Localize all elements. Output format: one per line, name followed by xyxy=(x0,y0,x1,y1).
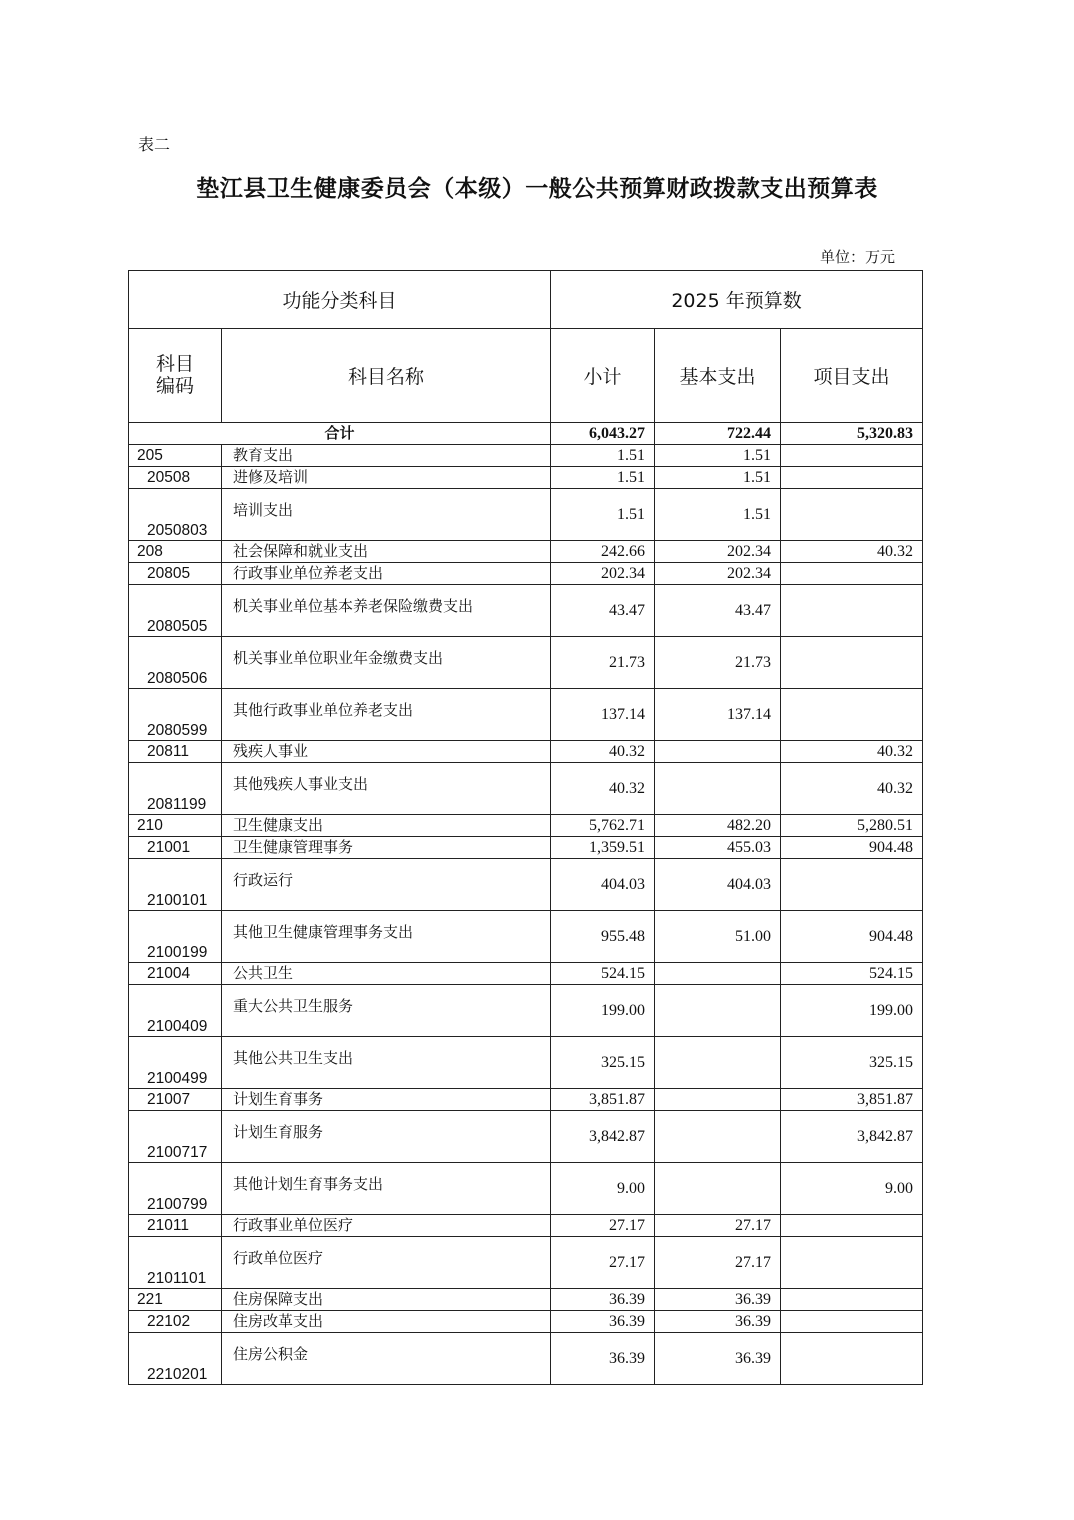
table-row xyxy=(129,911,923,963)
subtotal-value: 325.15 xyxy=(551,1037,655,1089)
basic-value xyxy=(655,985,781,1037)
project-value: 40.32 xyxy=(781,541,923,563)
subject-name: 重大公共卫生服务 xyxy=(222,985,551,1037)
subtotal-value: 1.51 xyxy=(551,445,655,467)
subtotal-value: 404.03 xyxy=(551,859,655,911)
basic-value xyxy=(655,963,781,985)
subtotal-value: 36.39 xyxy=(551,1311,655,1333)
subject-name: 公共卫生 xyxy=(222,963,551,985)
header-function-classification: 功能分类科目 xyxy=(129,271,551,329)
subtotal-value: 955.48 xyxy=(551,911,655,963)
project-value xyxy=(781,689,923,741)
table-row xyxy=(129,445,923,467)
subject-code: 2050803 xyxy=(129,489,222,541)
subtotal-value: 9.00 xyxy=(551,1163,655,1215)
table-row xyxy=(129,1311,923,1333)
total-subtotal: 6,043.27 xyxy=(551,423,655,445)
subtotal-value: 40.32 xyxy=(551,763,655,815)
subject-code: 22102 xyxy=(129,1311,222,1333)
subject-code: 2100199 xyxy=(129,911,222,963)
basic-value: 202.34 xyxy=(655,563,781,585)
subtotal-value: 137.14 xyxy=(551,689,655,741)
subject-name: 住房保障支出 xyxy=(222,1289,551,1311)
header-name: 科目名称 xyxy=(222,329,551,423)
subject-code: 21001 xyxy=(129,837,222,859)
subject-code: 2210201 xyxy=(129,1333,222,1385)
subject-code: 2101101 xyxy=(129,1237,222,1289)
subtotal-value: 3,851.87 xyxy=(551,1089,655,1111)
project-value xyxy=(781,1215,923,1237)
subject-code: 205 xyxy=(129,445,222,467)
project-value: 3,851.87 xyxy=(781,1089,923,1111)
table-row xyxy=(129,963,923,985)
table-row xyxy=(129,1111,923,1163)
project-value: 9.00 xyxy=(781,1163,923,1215)
project-value: 524.15 xyxy=(781,963,923,985)
subject-code: 2100409 xyxy=(129,985,222,1037)
subject-name: 进修及培训 xyxy=(222,467,551,489)
subject-code: 2100101 xyxy=(129,859,222,911)
subject-name: 机关事业单位基本养老保险缴费支出 xyxy=(222,585,551,637)
project-value xyxy=(781,563,923,585)
subject-code: 2081199 xyxy=(129,763,222,815)
subject-name: 培训支出 xyxy=(222,489,551,541)
subtotal-value: 43.47 xyxy=(551,585,655,637)
basic-value xyxy=(655,1089,781,1111)
subject-code: 2100717 xyxy=(129,1111,222,1163)
table-row xyxy=(129,1289,923,1311)
subject-code: 208 xyxy=(129,541,222,563)
project-value: 904.48 xyxy=(781,837,923,859)
total-label: 合计 xyxy=(129,423,551,445)
subject-name: 行政单位医疗 xyxy=(222,1237,551,1289)
total-row xyxy=(129,423,923,445)
subtotal-value: 1.51 xyxy=(551,467,655,489)
subject-code: 20805 xyxy=(129,563,222,585)
table-row xyxy=(129,763,923,815)
project-value xyxy=(781,859,923,911)
subject-name: 其他卫生健康管理事务支出 xyxy=(222,911,551,963)
basic-value: 51.00 xyxy=(655,911,781,963)
subject-name: 其他公共卫生支出 xyxy=(222,1037,551,1089)
subject-code: 2100799 xyxy=(129,1163,222,1215)
subject-name: 计划生育事务 xyxy=(222,1089,551,1111)
basic-value: 1.51 xyxy=(655,467,781,489)
subtotal-value: 21.73 xyxy=(551,637,655,689)
subject-name: 卫生健康管理事务 xyxy=(222,837,551,859)
project-value xyxy=(781,637,923,689)
header-subtotal: 小计 xyxy=(551,329,655,423)
subject-code: 2080506 xyxy=(129,637,222,689)
project-value: 40.32 xyxy=(781,741,923,763)
subject-name: 住房改革支出 xyxy=(222,1311,551,1333)
project-value: 5,280.51 xyxy=(781,815,923,837)
project-value xyxy=(781,585,923,637)
budget-table xyxy=(128,270,923,1385)
basic-value: 36.39 xyxy=(655,1333,781,1385)
basic-value xyxy=(655,1163,781,1215)
total-basic: 722.44 xyxy=(655,423,781,445)
subject-name: 残疾人事业 xyxy=(222,741,551,763)
basic-value: 202.34 xyxy=(655,541,781,563)
table-row xyxy=(129,489,923,541)
subtotal-value: 36.39 xyxy=(551,1289,655,1311)
subtotal-value: 5,762.71 xyxy=(551,815,655,837)
project-value xyxy=(781,1311,923,1333)
basic-value xyxy=(655,763,781,815)
project-value: 3,842.87 xyxy=(781,1111,923,1163)
subject-name: 机关事业单位职业年金缴费支出 xyxy=(222,637,551,689)
header-code xyxy=(129,329,222,423)
table-row xyxy=(129,467,923,489)
basic-value: 43.47 xyxy=(655,585,781,637)
subject-code: 2100499 xyxy=(129,1037,222,1089)
basic-value: 404.03 xyxy=(655,859,781,911)
subject-name: 行政运行 xyxy=(222,859,551,911)
subject-code: 21011 xyxy=(129,1215,222,1237)
subtotal-value: 202.34 xyxy=(551,563,655,585)
basic-value: 36.39 xyxy=(655,1289,781,1311)
basic-value: 27.17 xyxy=(655,1215,781,1237)
subject-code: 2080505 xyxy=(129,585,222,637)
table-label: 表二 xyxy=(138,135,171,154)
document-title: 垫江县卫生健康委员会（本级）一般公共预算财政拨款支出预算表 xyxy=(196,175,878,202)
subject-name: 计划生育服务 xyxy=(222,1111,551,1163)
subtotal-value: 199.00 xyxy=(551,985,655,1037)
basic-value: 36.39 xyxy=(655,1311,781,1333)
project-value: 40.32 xyxy=(781,763,923,815)
total-project: 5,320.83 xyxy=(781,423,923,445)
subtotal-value: 1,359.51 xyxy=(551,837,655,859)
table-row xyxy=(129,1333,923,1385)
table-row xyxy=(129,563,923,585)
basic-value xyxy=(655,741,781,763)
project-value xyxy=(781,1333,923,1385)
table-row xyxy=(129,1089,923,1111)
subtotal-value: 40.32 xyxy=(551,741,655,763)
project-value: 904.48 xyxy=(781,911,923,963)
subject-name: 其他行政事业单位养老支出 xyxy=(222,689,551,741)
subject-code: 20811 xyxy=(129,741,222,763)
project-value xyxy=(781,467,923,489)
table-row xyxy=(129,859,923,911)
table-row xyxy=(129,1237,923,1289)
project-value xyxy=(781,445,923,467)
subject-code: 21007 xyxy=(129,1089,222,1111)
basic-value: 137.14 xyxy=(655,689,781,741)
subject-name: 教育支出 xyxy=(222,445,551,467)
basic-value: 482.20 xyxy=(655,815,781,837)
header-code-text: 科目编码 xyxy=(155,352,194,397)
subject-name: 其他残疾人事业支出 xyxy=(222,763,551,815)
project-value: 199.00 xyxy=(781,985,923,1037)
subtotal-value: 524.15 xyxy=(551,963,655,985)
subject-name: 社会保障和就业支出 xyxy=(222,541,551,563)
subject-name: 行政事业单位养老支出 xyxy=(222,563,551,585)
basic-value xyxy=(655,1037,781,1089)
table-row xyxy=(129,1037,923,1089)
subtotal-value: 36.39 xyxy=(551,1333,655,1385)
header-basic: 基本支出 xyxy=(655,329,781,423)
header-budget-year: 2025 年预算数 xyxy=(551,271,923,329)
subject-code: 21004 xyxy=(129,963,222,985)
project-value xyxy=(781,1237,923,1289)
subject-code: 20508 xyxy=(129,467,222,489)
subtotal-value: 242.66 xyxy=(551,541,655,563)
table-row xyxy=(129,541,923,563)
header-project: 项目支出 xyxy=(781,329,923,423)
table-row xyxy=(129,985,923,1037)
subtotal-value: 1.51 xyxy=(551,489,655,541)
subtotal-value: 3,842.87 xyxy=(551,1111,655,1163)
unit-label: 单位：万元 xyxy=(820,248,896,266)
basic-value: 27.17 xyxy=(655,1237,781,1289)
subject-name: 卫生健康支出 xyxy=(222,815,551,837)
table-row xyxy=(129,741,923,763)
subject-name: 住房公积金 xyxy=(222,1333,551,1385)
subtotal-value: 27.17 xyxy=(551,1215,655,1237)
project-value: 325.15 xyxy=(781,1037,923,1089)
subtotal-value: 27.17 xyxy=(551,1237,655,1289)
basic-value: 455.03 xyxy=(655,837,781,859)
table-row xyxy=(129,837,923,859)
subject-name: 行政事业单位医疗 xyxy=(222,1215,551,1237)
subject-code: 221 xyxy=(129,1289,222,1311)
table-row xyxy=(129,585,923,637)
basic-value: 21.73 xyxy=(655,637,781,689)
table-row xyxy=(129,1163,923,1215)
basic-value: 1.51 xyxy=(655,445,781,467)
table-row xyxy=(129,637,923,689)
table-row xyxy=(129,815,923,837)
table-row xyxy=(129,689,923,741)
project-value xyxy=(781,489,923,541)
project-value xyxy=(781,1289,923,1311)
table-row xyxy=(129,1215,923,1237)
subject-name: 其他计划生育事务支出 xyxy=(222,1163,551,1215)
subject-code: 2080599 xyxy=(129,689,222,741)
subject-code: 210 xyxy=(129,815,222,837)
basic-value: 1.51 xyxy=(655,489,781,541)
basic-value xyxy=(655,1111,781,1163)
